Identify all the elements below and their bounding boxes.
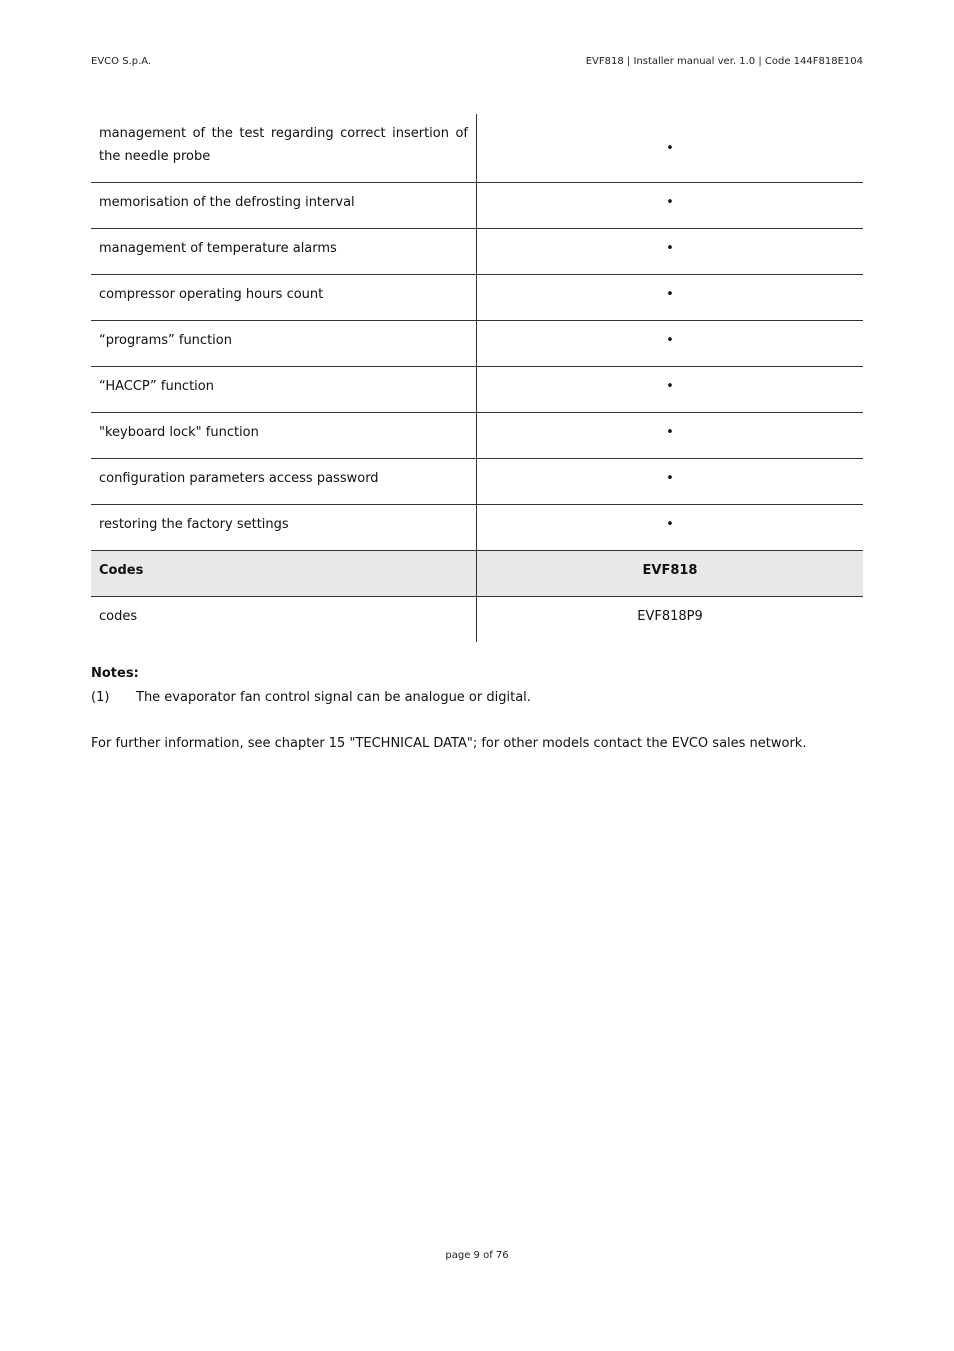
codes-header-row bbox=[91, 551, 863, 597]
codes-header-model: EVF818 bbox=[642, 563, 698, 578]
feature-label: management of the test regarding correct insertion of the needle probe bbox=[91, 114, 477, 182]
feature-value: • bbox=[666, 195, 674, 210]
feature-label: restoring the factory settings bbox=[91, 505, 477, 550]
codes-value: EVF818P9 bbox=[637, 609, 703, 624]
feature-label: “HACCP” function bbox=[91, 367, 477, 412]
table-row bbox=[91, 367, 863, 413]
table-row bbox=[91, 114, 863, 183]
header-doc-ref: EVF818 | Installer manual ver. 1.0 | Code 144F818E104 bbox=[585, 56, 863, 67]
header-company: EVCO S.p.A. bbox=[91, 56, 152, 67]
note-text: The evaporator fan control signal can be analogue or digital. bbox=[136, 690, 531, 705]
feature-label: “programs” function bbox=[91, 321, 477, 366]
feature-value: • bbox=[666, 471, 674, 486]
table-row bbox=[91, 321, 863, 367]
feature-label: "keyboard lock" function bbox=[91, 413, 477, 458]
note-number: (1) bbox=[91, 690, 110, 705]
table-row bbox=[91, 459, 863, 505]
feature-value: • bbox=[666, 379, 674, 394]
feature-value: • bbox=[666, 287, 674, 302]
notes-title: Notes: bbox=[91, 666, 139, 681]
codes-header-label: Codes bbox=[91, 551, 477, 596]
feature-value: • bbox=[666, 241, 674, 256]
page-number: page 9 of 76 bbox=[445, 1250, 509, 1261]
features-table bbox=[91, 114, 863, 642]
table-row bbox=[91, 413, 863, 459]
further-info-text: For further information, see chapter 15 "TECHNICAL DATA"; for other models contact the EVCO sales network. bbox=[91, 736, 807, 751]
codes-label: codes bbox=[91, 597, 477, 642]
table-row bbox=[91, 229, 863, 275]
feature-value: • bbox=[666, 333, 674, 348]
feature-label: management of temperature alarms bbox=[91, 229, 477, 274]
feature-label: configuration parameters access password bbox=[91, 459, 477, 504]
feature-value: • bbox=[666, 517, 674, 532]
table-row bbox=[91, 505, 863, 551]
feature-label: compressor operating hours count bbox=[91, 275, 477, 320]
feature-value: • bbox=[666, 425, 674, 440]
feature-value: • bbox=[666, 140, 674, 156]
feature-label: memorisation of the defrosting interval bbox=[91, 183, 477, 228]
codes-row bbox=[91, 597, 863, 642]
table-row bbox=[91, 183, 863, 229]
table-row bbox=[91, 275, 863, 321]
